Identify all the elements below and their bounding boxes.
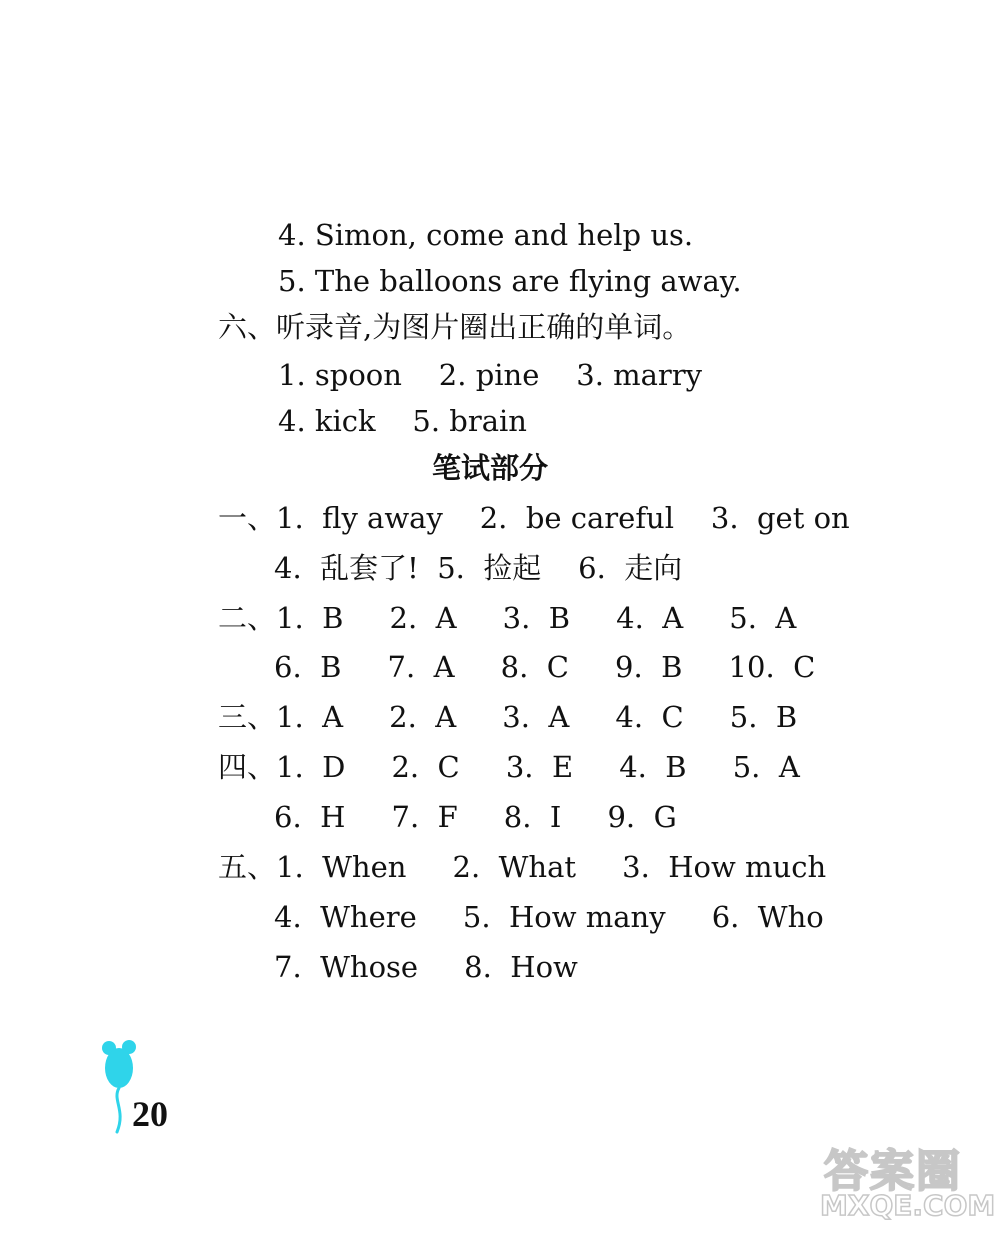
written-section-5-row-2: 4. Where 5. How many 6. Who (274, 900, 824, 934)
listening-line-4: 4. Simon, come and help us. (278, 218, 694, 252)
written-section-4-row-1: 四、1. D 2. C 3. E 4. B 5. A (218, 750, 800, 784)
listening-line-5: 5. The balloons are flying away. (278, 264, 742, 298)
watermark (818, 1135, 996, 1230)
written-section-1-row-1: 一、1. fly away 2. be careful 3. get on (218, 501, 850, 535)
written-section-3-row-1: 三、1. A 2. A 3. A 4. C 5. B (218, 700, 798, 734)
section-6-heading: 六、听录音,为图片圈出正确的单词。 (218, 310, 692, 344)
written-section-2-row-1: 二、1. B 2. A 3. B 4. A 5. A (218, 601, 797, 635)
section-6-answers-row-2: 4. kick 5. brain (278, 404, 527, 438)
written-section-5-row-1: 五、1. When 2. What 3. How much (218, 850, 827, 884)
page-number: 20 (132, 1094, 168, 1134)
written-part-title: 笔试部分 (432, 451, 549, 485)
written-section-2-row-2: 6. B 7. A 8. C 9. B 10. C (274, 650, 816, 684)
section-6-answers-row-1: 1. spoon 2. pine 3. marry (278, 358, 703, 392)
watermark-logo: 答案圈 (824, 1146, 962, 1197)
written-section-4-row-2: 6. H 7. F 8. I 9. G (274, 800, 677, 834)
written-section-5-row-3: 7. Whose 8. How (274, 950, 578, 984)
watermark-url: MXQE.COM (820, 1189, 996, 1222)
written-section-1-row-2: 4. 乱套了! 5. 捡起 6. 走向 (274, 551, 683, 585)
